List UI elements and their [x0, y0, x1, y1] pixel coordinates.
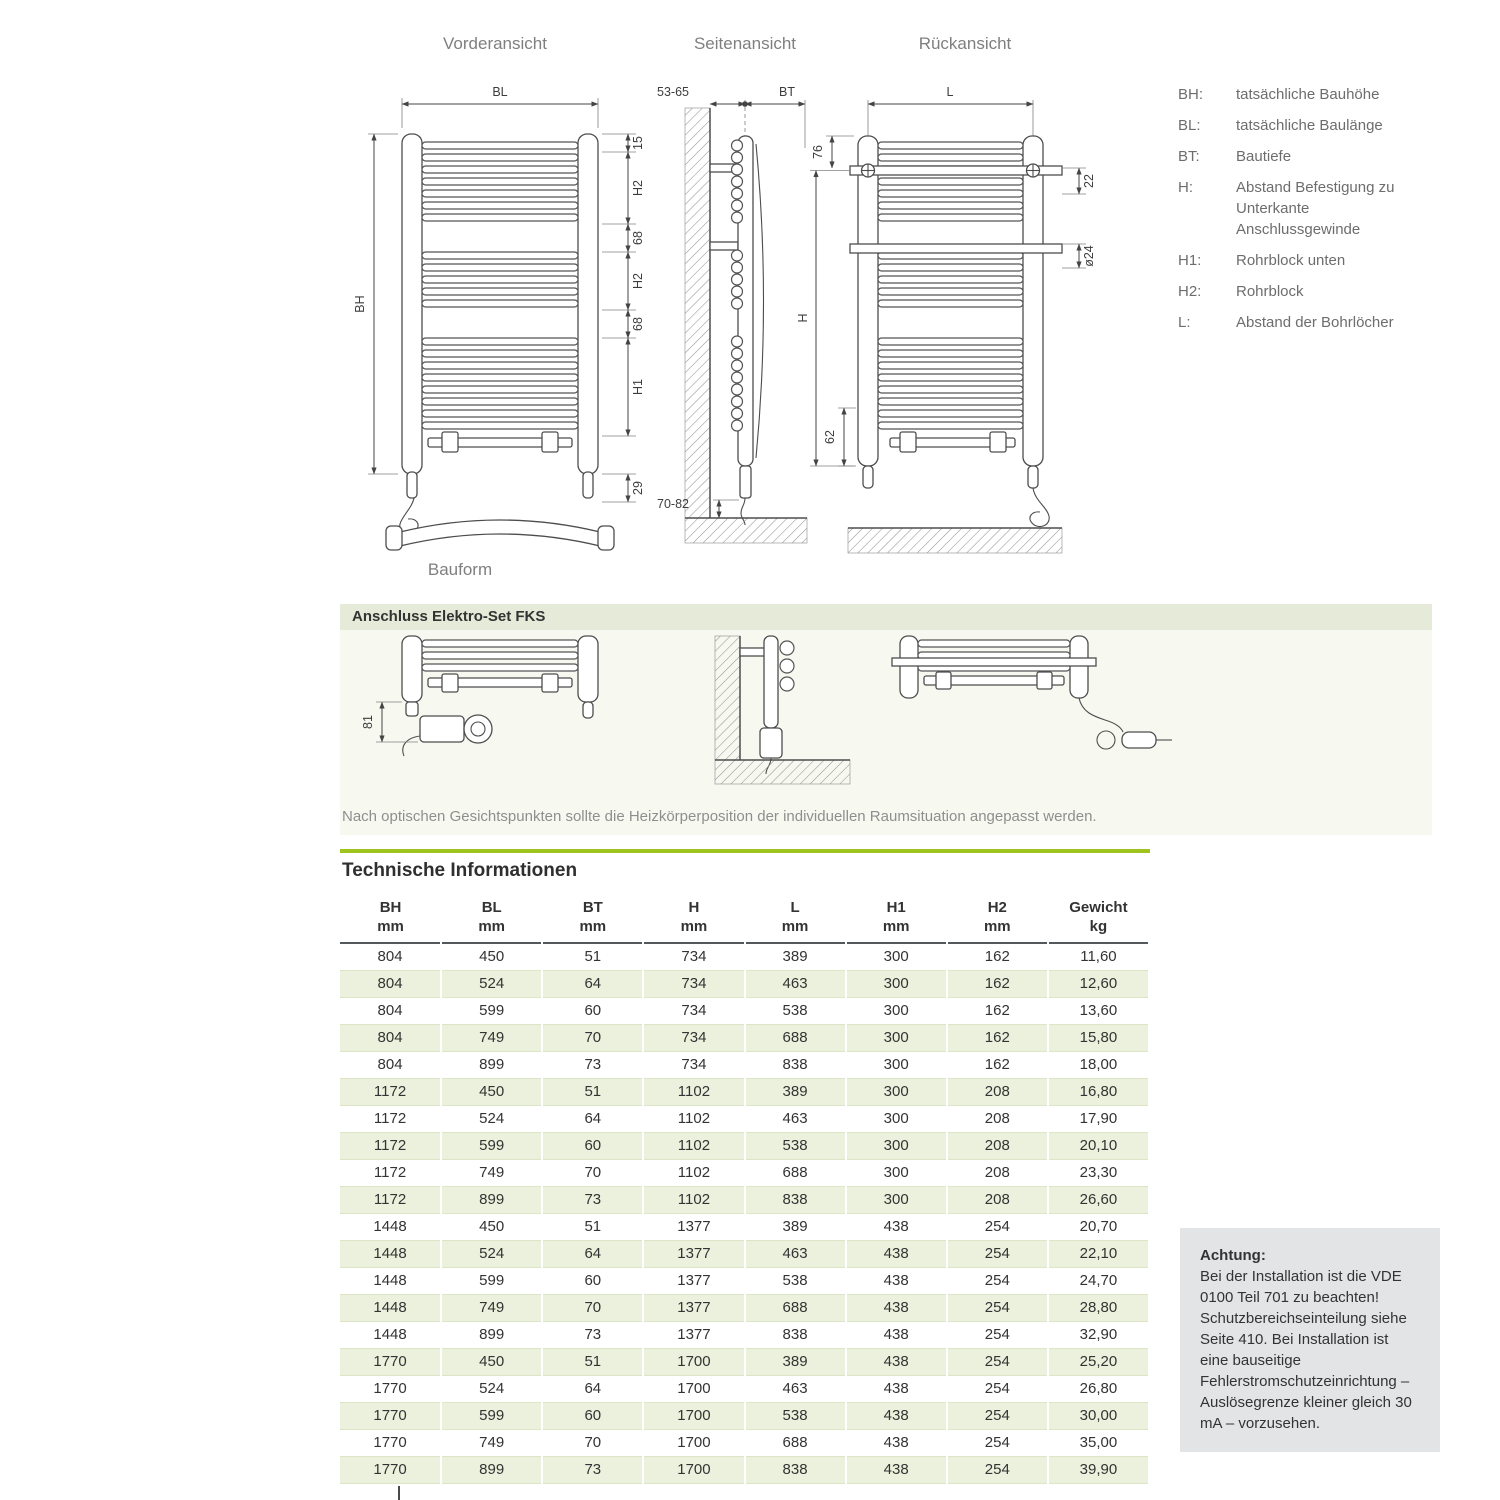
cell-h2: 254: [947, 1402, 1048, 1429]
cell-bh: 1172: [340, 1132, 441, 1159]
cell-bh: 1448: [340, 1213, 441, 1240]
wall-hatch: [715, 636, 740, 760]
table-row: [340, 1402, 1149, 1429]
table-row: [340, 1267, 1149, 1294]
cell-bh: 1770: [340, 1402, 441, 1429]
legend-key: H1:: [1178, 252, 1202, 269]
cell-h: 1700: [643, 1456, 744, 1483]
cell-l: 838: [745, 1186, 846, 1213]
cell-h2: 162: [947, 997, 1048, 1024]
cell-bl: 599: [441, 997, 542, 1024]
cell-h2: 208: [947, 1186, 1048, 1213]
cell-bl: 524: [441, 1240, 542, 1267]
legend-item: [1178, 84, 1436, 105]
cell-h1: 300: [846, 1105, 947, 1132]
cell-h1: 300: [846, 943, 947, 970]
table-row: [340, 1186, 1149, 1213]
cell-h: 1377: [643, 1294, 744, 1321]
cell-bt: 70: [542, 1429, 643, 1456]
cell-bt: 60: [542, 1402, 643, 1429]
dim-62: 62: [823, 430, 837, 444]
dim-29: 29: [631, 481, 645, 495]
legend: [1178, 84, 1436, 343]
cell-bh: 804: [340, 943, 441, 970]
cell-bh: 804: [340, 1051, 441, 1078]
cell-h2: 208: [947, 1132, 1048, 1159]
cell-weight: 32,90: [1048, 1321, 1149, 1348]
cell-weight: 20,70: [1048, 1213, 1149, 1240]
dim-bl: BL: [492, 85, 508, 99]
cell-h: 734: [643, 1024, 744, 1051]
legend-value: Rohrblock: [1236, 283, 1304, 300]
legend-item: [1178, 115, 1436, 136]
cell-bl: 599: [441, 1402, 542, 1429]
column-header-row: [340, 894, 1149, 918]
cell-l: 538: [745, 1267, 846, 1294]
table-row: [340, 943, 1149, 970]
cell-bl: 749: [441, 1159, 542, 1186]
cell-bt: 51: [542, 1348, 643, 1375]
cell-weight: 24,70: [1048, 1267, 1149, 1294]
legend-value: Abstand Befestigung zu Unterkante Anschlussgewinde: [1236, 179, 1395, 238]
elektro-set-drawings: [340, 630, 1432, 802]
floor-hatch: [715, 760, 850, 784]
legend-item: [1178, 281, 1436, 302]
cell-h2: 254: [947, 1213, 1048, 1240]
legend-key: H:: [1178, 179, 1193, 196]
legend-key: BH:: [1178, 86, 1204, 103]
cell-weight: 17,90: [1048, 1105, 1149, 1132]
cell-bl: 599: [441, 1267, 542, 1294]
cell-h1: 438: [846, 1429, 947, 1456]
heating-element: [760, 728, 782, 758]
cell-weight: 23,30: [1048, 1159, 1149, 1186]
column-unit: mm: [781, 918, 809, 935]
cell-l: 389: [745, 1213, 846, 1240]
notice-body: Bei der Installation ist die VDE 0100 Teil 701 zu beachten! Schutzbereichseinteilung siehe Seite 410. Bei Installation ist eine bauseitige Fehlerstromschutzeinrichtung – Auslösegrenze kleiner gleich 30 mA – vorzusehen.: [1200, 1268, 1412, 1432]
cell-weight: 39,90: [1048, 1456, 1149, 1483]
front-rungs: [422, 142, 578, 429]
cell-bh: 1172: [340, 1159, 441, 1186]
table-title: Technische Informationen: [342, 860, 578, 881]
legend-value: tatsächliche Baulänge: [1236, 117, 1383, 134]
cell-bl: 450: [441, 1213, 542, 1240]
cell-h1: 300: [846, 1078, 947, 1105]
column-header: Gewicht: [1069, 899, 1128, 916]
cell-l: 688: [745, 1429, 846, 1456]
fks-knob: [464, 715, 492, 743]
dim-70-82: 70-82: [657, 497, 689, 511]
cell-bh: 804: [340, 1024, 441, 1051]
notice-title: Achtung:: [1200, 1247, 1266, 1264]
cell-weight: 18,00: [1048, 1051, 1149, 1078]
cell-bt: 70: [542, 1294, 643, 1321]
column-header: L: [790, 899, 800, 916]
table-row: [340, 1024, 1149, 1051]
dim-68-top: 68: [631, 231, 645, 245]
legend-value: Rohrblock unten: [1236, 252, 1346, 269]
cell-h1: 300: [846, 970, 947, 997]
bauform-label: Bauform: [427, 560, 493, 579]
cell-bt: 51: [542, 1078, 643, 1105]
cable-hook: [1030, 488, 1049, 527]
elektro-section-title: Anschluss Elektro-Set FKS: [340, 604, 1432, 630]
cell-l: 838: [745, 1456, 846, 1483]
cell-weight: 20,10: [1048, 1132, 1149, 1159]
cell-bl: 899: [441, 1321, 542, 1348]
cell-h1: 438: [846, 1321, 947, 1348]
cell-weight: 28,80: [1048, 1294, 1149, 1321]
cell-weight: 26,80: [1048, 1375, 1149, 1402]
table-row: [340, 1456, 1149, 1483]
column-header: H: [688, 899, 700, 916]
floor-hatch: [685, 518, 807, 543]
cell-bl: 899: [441, 1186, 542, 1213]
cable-loop: [1097, 731, 1115, 749]
cell-h: 734: [643, 970, 744, 997]
dim-d24: ø24: [1082, 245, 1096, 267]
cell-l: 463: [745, 970, 846, 997]
table-head: [340, 894, 1149, 943]
dim-15: 15: [631, 136, 645, 150]
cell-h: 1102: [643, 1078, 744, 1105]
cell-h1: 438: [846, 1240, 947, 1267]
cell-h: 734: [643, 1051, 744, 1078]
legend-value: tatsächliche Bauhöhe: [1236, 86, 1380, 103]
cell-l: 389: [745, 1348, 846, 1375]
cell-h: 1700: [643, 1429, 744, 1456]
dim-bt: BT: [779, 85, 795, 99]
table-body: [340, 943, 1149, 1483]
cell-h: 1377: [643, 1267, 744, 1294]
bauform-drawing: [386, 520, 614, 550]
cell-bh: 1770: [340, 1375, 441, 1402]
back-view-label: Rückansicht: [918, 34, 1012, 53]
cell-bt: 64: [542, 1105, 643, 1132]
cell-weight: 11,60: [1048, 943, 1149, 970]
elektro-front-detail: [361, 636, 598, 756]
back-rungs: [878, 142, 1023, 429]
crop-mark: [398, 1486, 400, 1500]
cell-bl: 450: [441, 1078, 542, 1105]
dim-68-mid: 68: [631, 317, 645, 331]
cell-h: 1377: [643, 1240, 744, 1267]
cell-bt: 64: [542, 1240, 643, 1267]
cell-l: 538: [745, 1132, 846, 1159]
cell-bt: 73: [542, 1321, 643, 1348]
cell-weight: 12,60: [1048, 970, 1149, 997]
plug: [1122, 732, 1156, 748]
cell-bt: 51: [542, 943, 643, 970]
notice-box: [1180, 1228, 1440, 1452]
legend-key: BT:: [1178, 148, 1200, 165]
cell-bh: 1448: [340, 1240, 441, 1267]
cell-h1: 438: [846, 1348, 947, 1375]
table-row: [340, 1105, 1149, 1132]
cell-bt: 73: [542, 1051, 643, 1078]
cell-l: 538: [745, 1402, 846, 1429]
cell-h1: 300: [846, 1186, 947, 1213]
cell-h1: 438: [846, 1213, 947, 1240]
cell-bt: 64: [542, 1375, 643, 1402]
dim-22: 22: [1082, 174, 1096, 188]
cell-h2: 254: [947, 1429, 1048, 1456]
elektro-back-detail: [892, 636, 1172, 749]
cell-weight: 16,80: [1048, 1078, 1149, 1105]
legend-key: BL:: [1178, 117, 1201, 134]
cell-l: 389: [745, 1078, 846, 1105]
cell-h: 1700: [643, 1375, 744, 1402]
cell-h: 1102: [643, 1105, 744, 1132]
cell-bh: 1770: [340, 1456, 441, 1483]
cell-h2: 162: [947, 1051, 1048, 1078]
fks-control-box: [420, 716, 464, 742]
table-row: [340, 1348, 1149, 1375]
cell-bh: 1448: [340, 1294, 441, 1321]
cell-h: 1102: [643, 1132, 744, 1159]
cell-h2: 254: [947, 1321, 1048, 1348]
cell-l: 389: [745, 943, 846, 970]
cell-bl: 524: [441, 970, 542, 997]
legend-value: Abstand der Bohrlöcher: [1236, 314, 1394, 331]
dim-h2-mid: H2: [631, 273, 645, 289]
legend-item: [1178, 312, 1436, 333]
cell-bh: 1172: [340, 1105, 441, 1132]
cell-h2: 162: [947, 970, 1048, 997]
column-unit: mm: [680, 918, 708, 935]
cell-h2: 254: [947, 1456, 1048, 1483]
column-unit: mm: [377, 918, 404, 935]
cell-h1: 300: [846, 1132, 947, 1159]
cell-bl: 524: [441, 1105, 542, 1132]
legend-key: L:: [1178, 314, 1191, 331]
cell-bl: 749: [441, 1294, 542, 1321]
cell-h2: 162: [947, 943, 1048, 970]
legend-item: [1178, 146, 1436, 167]
mounting-rail-bottom: [850, 244, 1062, 253]
cell-bt: 70: [542, 1024, 643, 1051]
column-header: H1: [886, 899, 906, 916]
elektro-section: [340, 604, 1432, 835]
cell-weight: 13,60: [1048, 997, 1149, 1024]
cell-weight: 30,00: [1048, 1402, 1149, 1429]
front-view-drawing: [340, 56, 650, 591]
cell-bl: 899: [441, 1456, 542, 1483]
cell-bt: 60: [542, 997, 643, 1024]
cell-h2: 208: [947, 1105, 1048, 1132]
cell-h2: 254: [947, 1375, 1048, 1402]
cell-h1: 438: [846, 1294, 947, 1321]
cell-h: 1700: [643, 1402, 744, 1429]
cell-bt: 73: [542, 1456, 643, 1483]
cell-bt: 64: [542, 970, 643, 997]
column-units-row: [340, 918, 1149, 943]
cell-h1: 438: [846, 1456, 947, 1483]
cell-l: 688: [745, 1024, 846, 1051]
cell-h1: 300: [846, 1024, 947, 1051]
cell-h1: 438: [846, 1267, 947, 1294]
cell-l: 838: [745, 1321, 846, 1348]
side-view-label: Seitenansicht: [693, 34, 797, 53]
cell-l: 838: [745, 1051, 846, 1078]
cell-h2: 162: [947, 1024, 1048, 1051]
table-row: [340, 970, 1149, 997]
dim-h1: H1: [631, 379, 645, 395]
table-row: [340, 1321, 1149, 1348]
cell-bh: 1770: [340, 1348, 441, 1375]
column-unit: kg: [1089, 918, 1108, 935]
column-header: BT: [582, 899, 603, 916]
cell-l: 463: [745, 1375, 846, 1402]
table-row: [340, 1429, 1149, 1456]
cell-bh: 1172: [340, 1078, 441, 1105]
cell-l: 688: [745, 1294, 846, 1321]
cell-h: 1377: [643, 1321, 744, 1348]
table-row: [340, 1051, 1149, 1078]
table-row: [340, 1159, 1149, 1186]
dim-bh: BH: [353, 295, 367, 313]
cell-h: 734: [643, 943, 744, 970]
cell-weight: 25,20: [1048, 1348, 1149, 1375]
column-header: BL: [481, 899, 502, 916]
dim-81: 81: [361, 715, 375, 729]
table-row: [340, 997, 1149, 1024]
cell-bh: 804: [340, 997, 441, 1024]
cell-h1: 300: [846, 997, 947, 1024]
cell-bt: 51: [542, 1213, 643, 1240]
cable: [1079, 698, 1123, 732]
cell-h: 734: [643, 997, 744, 1024]
table-row: [340, 1213, 1149, 1240]
cell-bt: 73: [542, 1186, 643, 1213]
cell-h: 1102: [643, 1159, 744, 1186]
cell-l: 538: [745, 997, 846, 1024]
column-header: BH: [379, 899, 402, 916]
cell-bt: 60: [542, 1267, 643, 1294]
cell-bl: 524: [441, 1375, 542, 1402]
cell-bl: 450: [441, 1348, 542, 1375]
wall-hatch: [685, 108, 710, 518]
cell-weight: 22,10: [1048, 1240, 1149, 1267]
cell-h2: 208: [947, 1078, 1048, 1105]
elektro-side-detail: [715, 636, 850, 784]
positioning-note: Nach optischen Gesichtspunkten sollte die Heizkörperposition der individuellen Raumsituation angepasst werden.: [342, 808, 1097, 825]
cell-bh: 804: [340, 970, 441, 997]
table-row: [340, 1132, 1149, 1159]
cell-h1: 438: [846, 1375, 947, 1402]
column-unit: mm: [882, 918, 910, 935]
cell-bl: 749: [441, 1429, 542, 1456]
cell-weight: 26,60: [1048, 1186, 1149, 1213]
cell-bh: 1448: [340, 1267, 441, 1294]
cell-bh: 1448: [340, 1321, 441, 1348]
cell-h2: 254: [947, 1294, 1048, 1321]
cell-weight: 35,00: [1048, 1429, 1149, 1456]
legend-value: Bautiefe: [1236, 148, 1292, 165]
table-row: [340, 1294, 1149, 1321]
dim-l: L: [946, 85, 954, 99]
cell-h1: 438: [846, 1402, 947, 1429]
cell-bl: 599: [441, 1132, 542, 1159]
column-unit: mm: [983, 918, 1011, 935]
cell-h2: 208: [947, 1159, 1048, 1186]
column-header: H2: [987, 899, 1007, 916]
cell-h2: 254: [947, 1348, 1048, 1375]
column-unit: mm: [579, 918, 607, 935]
cell-weight: 15,80: [1048, 1024, 1149, 1051]
cell-bl: 749: [441, 1024, 542, 1051]
floor-hatch: [848, 528, 1062, 553]
legend-item: [1178, 177, 1436, 240]
front-view-label: Vorderansicht: [443, 34, 547, 53]
legend-key: H2:: [1178, 283, 1202, 300]
dim-h: H: [796, 313, 810, 323]
cell-bh: 1172: [340, 1186, 441, 1213]
cell-h: 1700: [643, 1348, 744, 1375]
green-rule: [340, 849, 1150, 853]
cell-h: 1102: [643, 1186, 744, 1213]
cell-l: 463: [745, 1105, 846, 1132]
cell-bh: 1770: [340, 1429, 441, 1456]
dim-53-65: 53-65: [657, 85, 689, 99]
cell-bt: 70: [542, 1159, 643, 1186]
cell-bl: 899: [441, 1051, 542, 1078]
column-unit: mm: [478, 918, 506, 935]
cell-h: 1377: [643, 1213, 744, 1240]
cell-h1: 300: [846, 1051, 947, 1078]
cell-h2: 254: [947, 1267, 1048, 1294]
back-view-drawing: [796, 56, 1130, 591]
table-row: [340, 1078, 1149, 1105]
table-row: [340, 1240, 1149, 1267]
cable: [403, 736, 420, 756]
cell-bt: 60: [542, 1132, 643, 1159]
technical-table: [340, 894, 1150, 1484]
dim-76: 76: [811, 145, 825, 159]
dim-h2-top: H2: [631, 180, 645, 196]
cell-l: 688: [745, 1159, 846, 1186]
cell-bl: 450: [441, 943, 542, 970]
table-row: [340, 1375, 1149, 1402]
legend-item: [1178, 250, 1436, 271]
cell-h2: 254: [947, 1240, 1048, 1267]
cell-l: 463: [745, 1240, 846, 1267]
cell-h1: 300: [846, 1159, 947, 1186]
